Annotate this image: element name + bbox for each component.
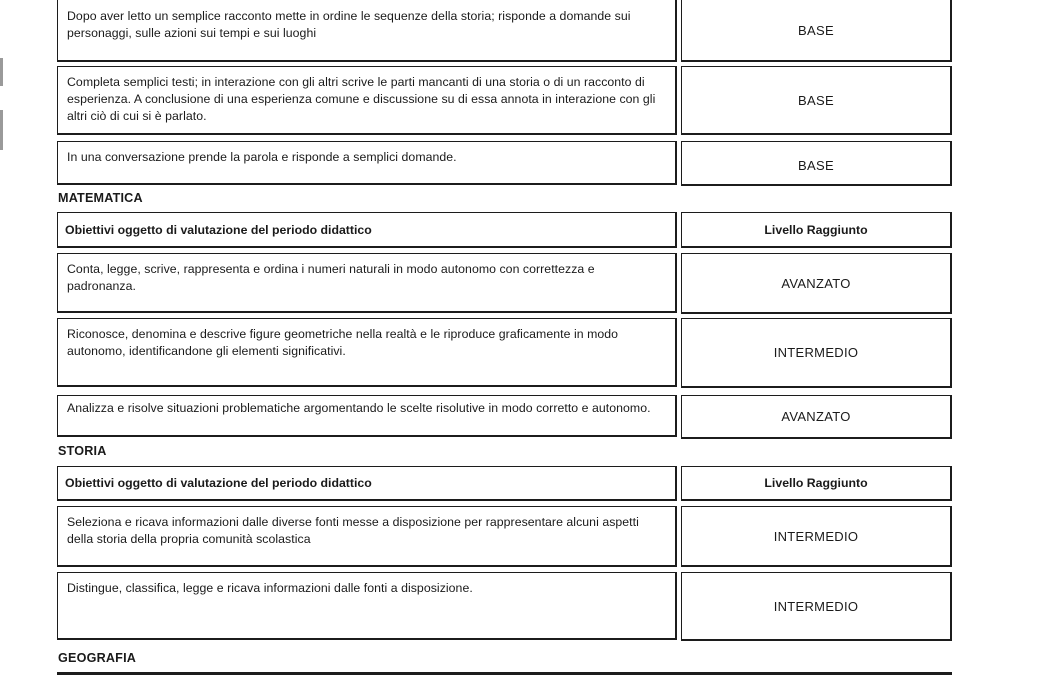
objective-cell: Seleziona e ricava informazioni dalle diverse fonti messe a disposizione per rappresentare alcuni aspetti della storia della propria comunità scolastica	[57, 506, 677, 567]
level-cell: BASE	[681, 66, 952, 135]
objective-cell: Distingue, classifica, legge e ricava informazioni dalle fonti a disposizione.	[57, 572, 677, 640]
level-cell: INTERMEDIO	[681, 506, 952, 567]
objective-cell: Analizza e risolve situazioni problematiche argomentando le scelte risolutive in modo corretto e autonomo.	[57, 395, 677, 437]
objective-cell: Conta, legge, scrive, rappresenta e ordina i numeri naturali in modo autonomo con correttezza e padronanza.	[57, 253, 677, 313]
scan-edge-mark	[0, 110, 3, 150]
header-level: Livello Raggiunto	[681, 212, 952, 248]
objective-cell: Riconosce, denomina e descrive figure geometriche nella realtà e le riproduce graficamente in modo autonomo, identificandone gli elementi significativi.	[57, 318, 677, 387]
subject-title-storia: STORIA	[58, 444, 107, 458]
level-cell: INTERMEDIO	[681, 318, 952, 388]
level-cell: BASE	[681, 0, 952, 62]
level-cell: INTERMEDIO	[681, 572, 952, 641]
subject-title-geografia: GEOGRAFIA	[58, 651, 137, 665]
level-cell: BASE	[681, 141, 952, 186]
subject-title-matematica: MATEMATICA	[58, 191, 143, 205]
header-objectives: Obiettivi oggetto di valutazione del periodo didattico	[57, 212, 677, 248]
header-level: Livello Raggiunto	[681, 466, 952, 501]
header-objectives: Obiettivi oggetto di valutazione del periodo didattico	[57, 466, 677, 501]
objective-cell: Dopo aver letto un semplice racconto mette in ordine le sequenze della storia; risponde a domande sui personaggi, sulle azioni sui tempi e sui luoghi	[57, 0, 677, 62]
level-cell: AVANZATO	[681, 253, 952, 314]
level-cell: AVANZATO	[681, 395, 952, 439]
objective-cell: In una conversazione prende la parola e risponde a semplici domande.	[57, 141, 677, 185]
scan-edge-mark	[0, 58, 3, 86]
objective-cell: Completa semplici testi; in interazione con gli altri scrive le parti mancanti di una storia o di un racconto di esperienza. A conclusione di una esperienza comune e discussione su di essa annota in interazione con gli altri ciò di cui si è parlato.	[57, 66, 677, 135]
